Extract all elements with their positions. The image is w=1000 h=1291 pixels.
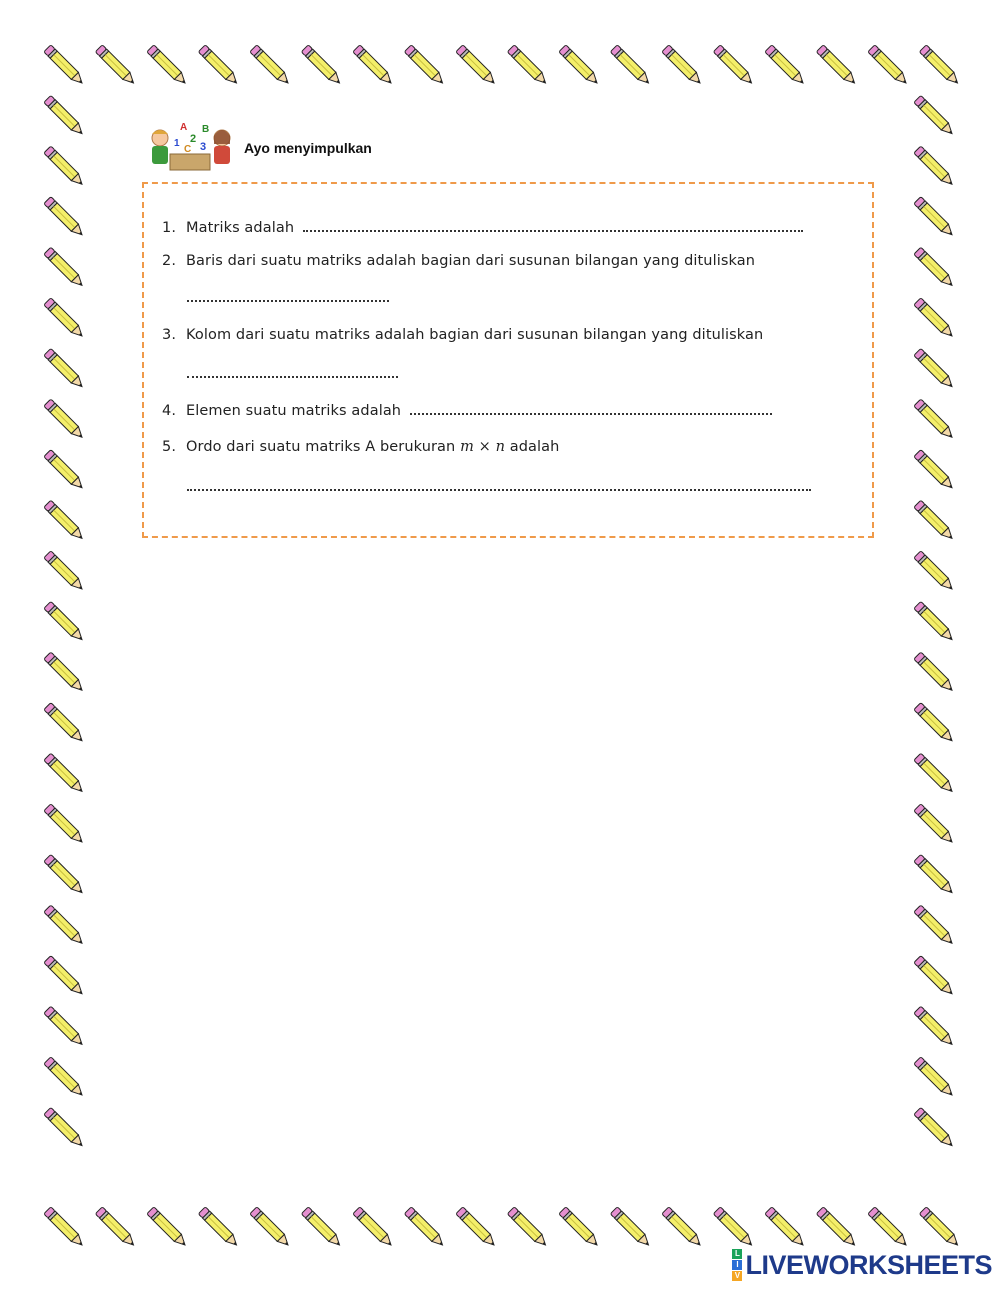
question-text: Kolom dari suatu matriks adalah bagian dari susunan bilangan yang dituliskan [186, 327, 764, 343]
pencil-icon [914, 1006, 956, 1048]
pencil-icon [44, 399, 86, 441]
question-number: 4. [162, 403, 177, 419]
question-3 [162, 327, 763, 343]
pencil-icon [250, 1207, 292, 1249]
pencil-icon [404, 45, 446, 87]
pencil-icon [44, 1057, 86, 1099]
pencil-icon [44, 1006, 86, 1048]
pencil-icon [914, 753, 956, 795]
answer-line-3[interactable] [187, 376, 398, 378]
pencil-icon [765, 1207, 807, 1249]
pencil-icon [919, 45, 961, 87]
question-text: Matriks adalah [186, 220, 295, 236]
question-4 [162, 401, 772, 419]
pencil-icon [507, 1207, 549, 1249]
question-text: Ordo dari suatu matriks A berukuran [186, 439, 456, 455]
pencil-icon [868, 1207, 910, 1249]
question-1 [162, 218, 803, 236]
pencil-icon [456, 1207, 498, 1249]
section-header [140, 118, 372, 174]
letter-a: A [180, 122, 188, 133]
pencil-icon [919, 1207, 961, 1249]
pencil-icon [95, 1207, 137, 1249]
pencil-icon [765, 45, 807, 87]
pencil-icon [301, 45, 343, 87]
logo-wordmark: LIVEWORKSHEETS [745, 1249, 992, 1280]
pencil-icon [44, 1207, 86, 1249]
pencil-icon [44, 45, 86, 87]
pencil-icon [914, 348, 956, 390]
kids-reading-illustration-icon [140, 118, 240, 174]
pencil-icon [95, 45, 137, 87]
pencil-icon [914, 854, 956, 896]
pencil-icon [44, 854, 86, 896]
pencil-icon [44, 551, 86, 593]
question-text: Baris dari suatu matriks adalah bagian dari susunan bilangan yang dituliskan [186, 253, 756, 269]
pencil-icon [914, 247, 956, 289]
pencil-icon [914, 1107, 956, 1149]
logo-block-i: I [732, 1260, 742, 1270]
digit-2: 2 [190, 133, 197, 145]
pencil-icon [914, 399, 956, 441]
pencil-icon [713, 45, 755, 87]
letter-c: C [184, 144, 192, 155]
pencil-icon [44, 601, 86, 643]
logo-block-v: V [732, 1271, 742, 1281]
pencil-icon [914, 601, 956, 643]
pencil-icon [914, 500, 956, 542]
pencil-icon [914, 197, 956, 239]
matrix-dimension: m × n [460, 439, 506, 455]
pencil-icon [914, 804, 956, 846]
pencil-icon [914, 95, 956, 137]
pencil-icon [198, 45, 240, 87]
pencil-icon [44, 298, 86, 340]
pencil-icon [44, 450, 86, 492]
pencil-icon [456, 45, 498, 87]
pencil-icon [914, 551, 956, 593]
digit-1: 1 [174, 138, 180, 149]
question-5 [162, 439, 559, 455]
pencil-icon [44, 197, 86, 239]
pencil-icon [44, 652, 86, 694]
pencil-icon [816, 45, 858, 87]
pencil-icon [914, 146, 956, 188]
question-text: Elemen suatu matriks adalah [186, 403, 402, 419]
answer-line-4[interactable] [410, 401, 772, 415]
pencil-icon [44, 146, 86, 188]
question-2 [162, 253, 755, 269]
pencil-icon [44, 753, 86, 795]
answer-line-5[interactable] [187, 489, 811, 491]
pencil-icon [662, 1207, 704, 1249]
pencil-icon [353, 45, 395, 87]
pencil-icon [44, 804, 86, 846]
question-number: 2. [162, 253, 177, 269]
pencil-icon [44, 703, 86, 745]
pencil-icon [662, 45, 704, 87]
pencil-icon [198, 1207, 240, 1249]
pencil-icon [914, 703, 956, 745]
logo-block-l: L [732, 1249, 742, 1259]
letter-b: B [202, 124, 210, 135]
logo-blocks-icon [732, 1249, 742, 1281]
pencil-icon [914, 450, 956, 492]
pencil-icon [914, 1057, 956, 1099]
pencil-icon [559, 45, 601, 87]
pencil-icon [44, 348, 86, 390]
pencil-icon [44, 95, 86, 137]
question-number: 3. [162, 327, 177, 343]
answer-line-1[interactable] [303, 218, 803, 232]
pencil-icon [44, 247, 86, 289]
liveworksheets-logo [732, 1249, 992, 1281]
pencil-icon [44, 956, 86, 998]
pencil-icon [713, 1207, 755, 1249]
pencil-icon [507, 45, 549, 87]
pencil-icon [914, 298, 956, 340]
pencil-icon [868, 45, 910, 87]
pencil-icon [914, 956, 956, 998]
question-text-after: adalah [509, 439, 560, 455]
pencil-icon [914, 905, 956, 947]
question-number: 5. [162, 439, 177, 455]
pencil-icon [147, 45, 189, 87]
pencil-icon [353, 1207, 395, 1249]
pencil-icon [559, 1207, 601, 1249]
pencil-icon [250, 45, 292, 87]
pencil-icon [44, 1107, 86, 1149]
pencil-icon [404, 1207, 446, 1249]
pencil-icon [610, 1207, 652, 1249]
pencil-icon [914, 652, 956, 694]
section-title: Ayo menyimpulkan [244, 140, 372, 156]
pencil-icon [816, 1207, 858, 1249]
answer-line-2[interactable] [187, 300, 389, 302]
pencil-icon [147, 1207, 189, 1249]
pencil-icon [610, 45, 652, 87]
pencil-icon [44, 500, 86, 542]
question-number: 1. [162, 220, 177, 236]
pencil-icon [44, 905, 86, 947]
digit-3: 3 [200, 141, 207, 153]
pencil-icon [301, 1207, 343, 1249]
